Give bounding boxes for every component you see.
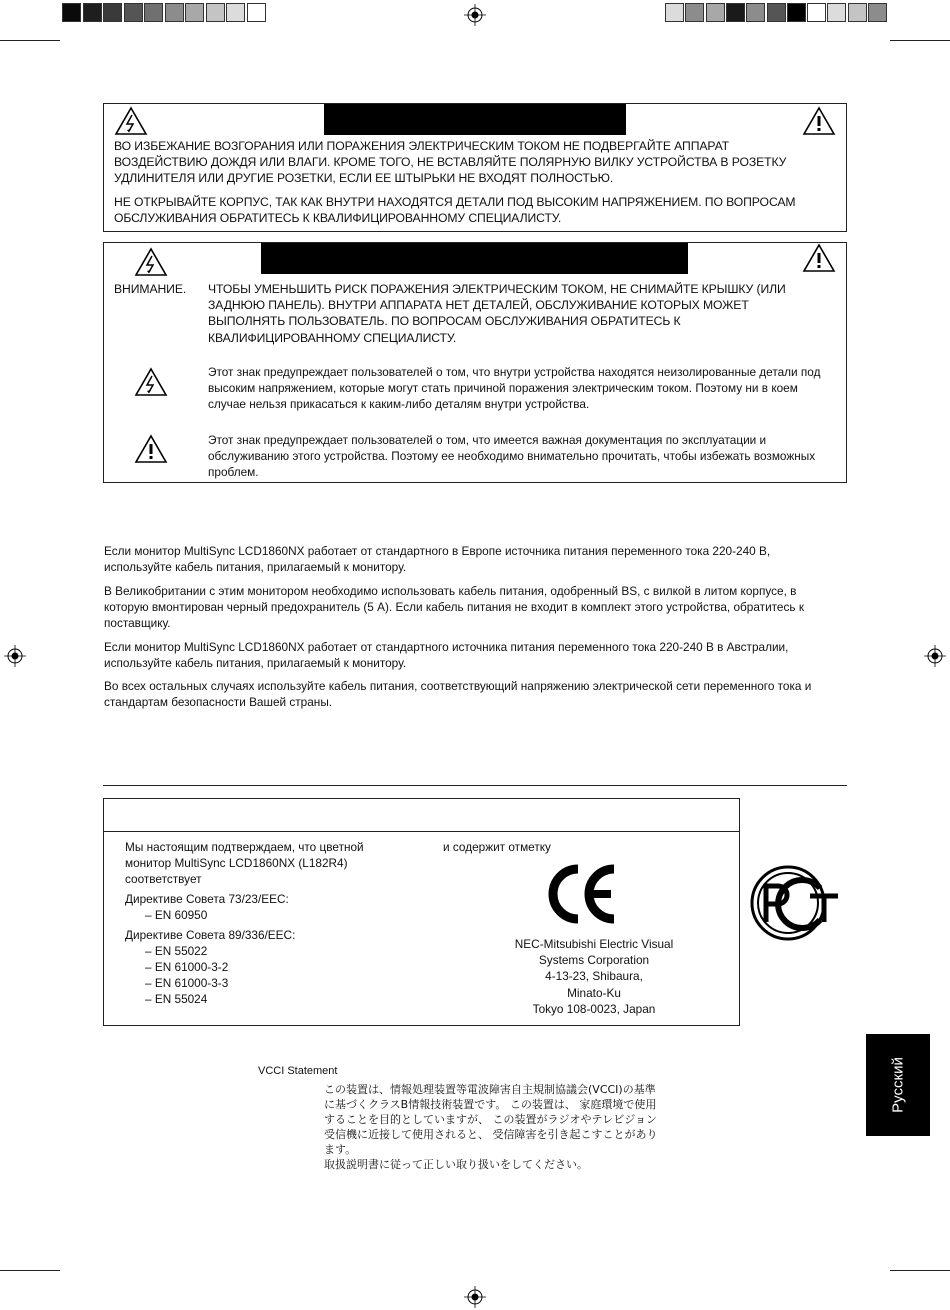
color-swatch (767, 3, 786, 22)
crop-line (0, 1270, 60, 1271)
symbol-1-text: Этот знак предупреждает пользователей о том, что внутри устройства находятся неизолированные детали под высоким напряжением, которые могут стать причиной поражения электрическим током. Поэтому ни в коем случае нельзя прикасаться к каким-либо деталям внутри устройства. (208, 365, 821, 412)
language-tab-label: Русский (889, 1057, 907, 1113)
directive-2-item: – EN 55024 (145, 992, 208, 1006)
caution-heading-bar (261, 243, 688, 274)
color-swatch (665, 3, 684, 22)
exclamation-triangle-icon (802, 243, 836, 273)
warning-heading-bar (324, 104, 626, 135)
color-swatch (685, 3, 704, 22)
vcci-line: することを目的としていますが、 この装置がラジオやテレビジョン (324, 1113, 658, 1126)
color-swatch (726, 3, 745, 22)
caution-label: ВНИМАНИЕ. (114, 282, 187, 296)
declaration-title-divider (104, 831, 739, 832)
color-swatch (226, 3, 245, 22)
company-address (474, 936, 714, 1017)
warning-paragraph-2: НЕ ОТКРЫВАЙТЕ КОРПУС, ТАК КАК ВНУТРИ НАХОДЯТСЯ ДЕТАЛИ ПОД ВЫСОКИМ НАПРЯЖЕНИЕМ. ПО ВОПРОСАМ ОБСЛУЖИВАНИЯ ОБРАТИТЕСЬ К КВАЛИФИЦИРОВАННОМУ СПЕЦИАЛИСТУ. (114, 195, 796, 226)
warning-box (103, 103, 847, 232)
ce-mark-logo (544, 863, 618, 925)
mark-text: и содержит отметку (443, 840, 551, 854)
vcci-line: 取扱説明書に従って正しい取り扱いをしてください。 (324, 1158, 588, 1171)
exclamation-triangle-icon (802, 106, 836, 136)
color-swatch (787, 3, 806, 22)
directive-2: Директиве Совета 89/336/EEC: (125, 928, 296, 942)
crop-line (0, 40, 60, 41)
section-divider (103, 785, 847, 786)
language-tab (866, 1034, 930, 1136)
crop-line (890, 40, 950, 41)
crop-line (890, 1270, 950, 1271)
color-swatch (206, 3, 225, 22)
color-swatch (706, 3, 725, 22)
caution-box (103, 242, 847, 483)
color-swatch (247, 3, 266, 22)
rst-certification-logo (748, 860, 842, 946)
registration-mark-left (4, 645, 26, 667)
directive-2-item: – EN 61000-3-3 (145, 976, 229, 990)
color-swatch (185, 3, 204, 22)
warning-paragraph-1: ВО ИЗБЕЖАНИЕ ВОЗГОРАНИЯ ИЛИ ПОРАЖЕНИЯ ЭЛЕКТРИЧЕСКИМ ТОКОМ НЕ ПОДВЕРГАЙТЕ АППАРАТ ВОЗДЕЙСТВИЮ ДОЖДЯ ИЛИ ВЛАГИ. КРОМЕ ТОГО, НЕ ВСТАВЛЯЙТЕ ПОЛЯРНУЮ ВИЛКУ УСТРОЙСТВА В РОЗЕТКУ УДЛИНИТЕЛЯ ИЛИ ДРУГИЕ РОЗЕТКИ, ЕСЛИ ЕЕ ШТЫРЬКИ НЕ ВХОДЯТ ПОЛНОСТЬЮ. (114, 139, 787, 186)
registration-mark-top (464, 4, 486, 26)
color-swatch (83, 3, 102, 22)
directive-1-item: – EN 60950 (145, 908, 208, 922)
directive-2-item: – EN 55022 (145, 944, 208, 958)
color-swatch (124, 3, 143, 22)
power-paragraph-2: В Великобритании с этим монитором необходимо использовать кабель питания, одобренный BS, с вилкой в литом корпусе, в которую вмонтирован черный предохранитель (5 А). Если кабель питания не входит в комплект этого устройства, обратитесь к поставщику. (104, 584, 804, 631)
lightning-triangle-icon (114, 106, 148, 136)
color-swatch (144, 3, 163, 22)
vcci-line: ます。 (324, 1143, 357, 1156)
vcci-statement (324, 1082, 724, 1172)
power-paragraph-1: Если монитор MultiSync LCD1860NX работает от стандартного в Европе источника питания переменного тока 220-240 В, используйте кабель питания, прилагаемый к монитору. (104, 544, 771, 575)
color-swatch (848, 3, 867, 22)
registration-mark-bottom (464, 1286, 486, 1308)
lightning-triangle-icon (134, 367, 168, 397)
power-paragraph-3: Если монитор MultiSync LCD1860NX работает от стандартного источника питания переменного тока 220-240 В в Австралии, используйте кабель питания, прилагаемый к монитору. (104, 640, 789, 671)
directive-1: Директиве Совета 73/23/EEC: (125, 892, 289, 906)
company-line: Tokyo 108-0023, Japan (532, 1001, 656, 1016)
company-line: 4-13-23, Shibaura, (545, 969, 643, 984)
declaration-intro: Мы настоящим подтверждаем, что цветной монитор MultiSync LCD1860NX (L182R4) соответствует (125, 840, 364, 887)
exclamation-triangle-icon (134, 434, 168, 464)
company-line: NEC-Mitsubishi Electric Visual (514, 937, 674, 951)
vcci-line: 受信機に近接して使用されると、 受信障害を引き起こすことがあり (324, 1128, 658, 1141)
color-swatch (746, 3, 765, 22)
vcci-line: この装置は、情報処理装置等電波障害自主規制協議会(VCCI)の基準 (324, 1083, 656, 1096)
vcci-line: に基づくクラスB情報技術装置です。 この装置は、 家庭環境で使用 (324, 1098, 657, 1111)
directive-2-item: – EN 61000-3-2 (145, 960, 229, 974)
color-swatch (165, 3, 184, 22)
company-line: Systems Corporation (538, 953, 650, 968)
registration-mark-right (924, 645, 946, 667)
lightning-triangle-icon (134, 247, 168, 277)
power-paragraph-4: Во всех остальных случаях используйте кабель питания, соответствующий напряжению электрической сети переменного тока и стандартам безопасности Вашей страны. (104, 679, 812, 710)
color-swatch (62, 3, 81, 22)
color-swatch (103, 3, 122, 22)
color-swatch (807, 3, 826, 22)
vcci-label: VCCI Statement (258, 1065, 338, 1077)
symbol-2-text: Этот знак предупреждает пользователей о том, что имеется важная документация по эксплуатации и обслуживанию этого устройства. Поэтому ее необходимо внимательно прочитать, чтобы избежать возможных проблем. (208, 433, 816, 480)
caution-main-text: ЧТОБЫ УМЕНЬШИТЬ РИСК ПОРАЖЕНИЯ ЭЛЕКТРИЧЕСКИМ ТОКОМ, НЕ СНИМАЙТЕ КРЫШКУ (ИЛИ ЗАДНЮЮ ПАНЕЛЬ). ВНУТРИ АППАРАТА НЕТ ДЕТАЛЕЙ, ОБСЛУЖИВАНИЕ КОТОРЫХ МОЖЕТ ВЫПОЛНЯТЬ ПОЛЬЗОВАТЕЛЬ. ПО ВОПРОСАМ ОБСЛУЖИВАНИЯ ОБРАТИТЕСЬ К КВАЛИФИЦИРОВАННОМУ СПЕЦИАЛИСТУ. (208, 282, 786, 345)
company-line: Minato-Ku (567, 985, 621, 1000)
color-swatch (827, 3, 846, 22)
color-swatch (868, 3, 887, 22)
declaration-box (103, 798, 740, 1026)
